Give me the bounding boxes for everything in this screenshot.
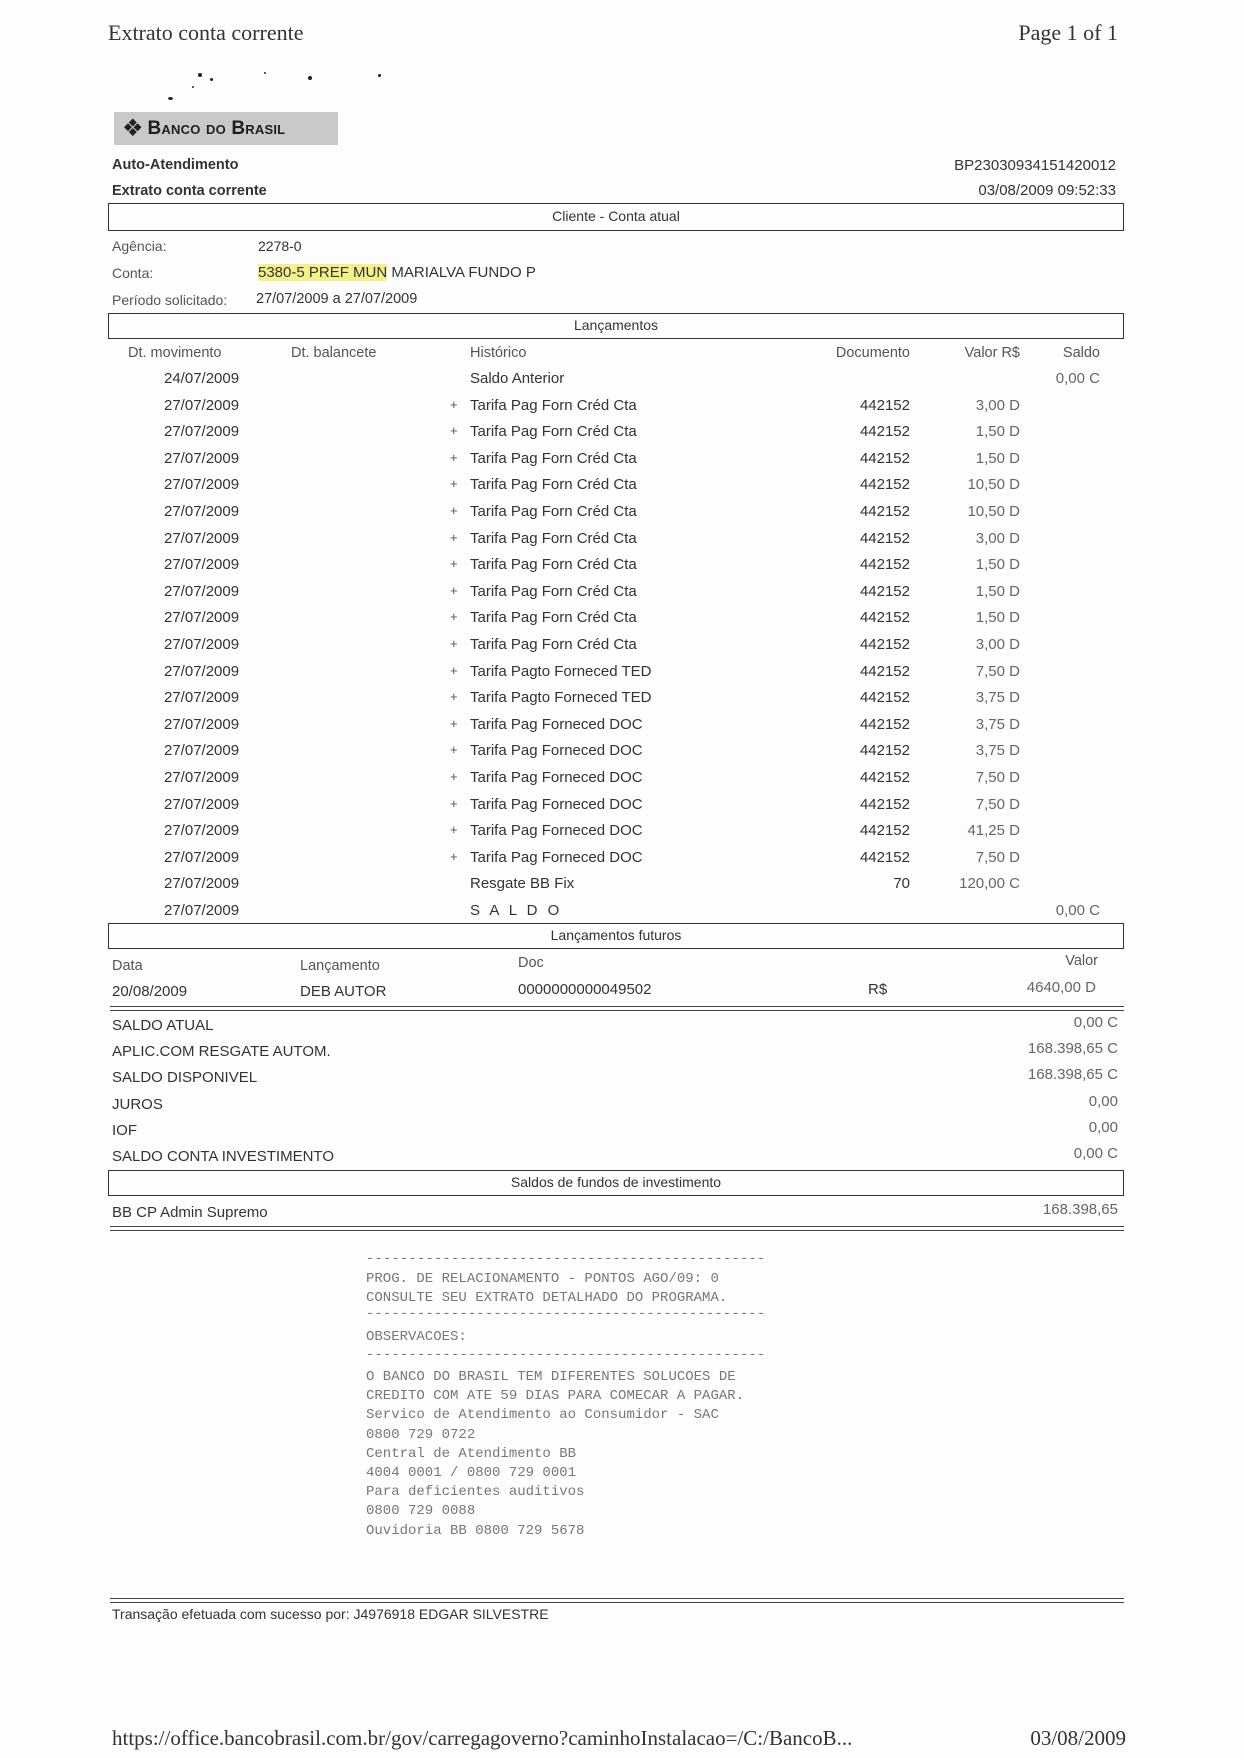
row-documento: 442152 <box>859 636 910 653</box>
row-dt-movimento: 27/07/2009 <box>164 397 240 414</box>
messages-dash-1: ----------------------------------------------- <box>366 1252 766 1267</box>
row-valor: 41,25 D <box>967 822 1020 839</box>
row-valor: 3,75 D <box>975 689 1020 706</box>
row-documento: 442152 <box>859 742 910 759</box>
row-documento: 442152 <box>859 503 910 520</box>
row-dt-movimento: 27/07/2009 <box>164 796 240 813</box>
row-valor: 3,75 D <box>975 742 1020 759</box>
page-number: Page 1 of 1 <box>1018 20 1118 45</box>
row-saldo: 0,00 C <box>1055 902 1100 919</box>
row-documento: 442152 <box>859 849 910 866</box>
col-dt-balancete: Dt. balancete <box>291 345 377 361</box>
periodo-value: 27/07/2009 a 27/07/2009 <box>256 291 418 307</box>
fundo-value: 168.398,65 <box>1042 1201 1118 1218</box>
row-documento: 442152 <box>859 530 910 547</box>
row-historico: Tarifa Pag Forn Créd Cta <box>470 450 637 467</box>
row-sign: + <box>450 583 458 598</box>
row-historico: Tarifa Pag Forn Créd Cta <box>470 423 637 440</box>
client-section-header <box>108 203 1124 231</box>
saldo-value: 168.398,65 C <box>1027 1040 1118 1057</box>
row-sign: + <box>450 530 458 545</box>
observacao-line: CREDITO COM ATE 59 DIAS PARA COMECAR A PAGAR. <box>366 1388 745 1404</box>
row-valor: 1,50 D <box>975 583 1020 600</box>
statement-datetime: 03/08/2009 09:52:33 <box>978 182 1116 199</box>
observacao-line: O BANCO DO BRASIL TEM DIFERENTES SOLUCOES DE <box>366 1369 736 1385</box>
agencia-label: Agência: <box>112 238 167 254</box>
col-historico: Histórico <box>470 345 527 361</box>
lancamentos-section-header <box>108 313 1124 339</box>
prog-relacionamento-line: PROG. DE RELACIONAMENTO - PONTOS AGO/09: 0 <box>366 1271 719 1287</box>
futuros-col-doc: Doc <box>518 955 544 971</box>
document-title: Extrato conta corrente <box>108 20 304 45</box>
conta-value <box>258 264 536 281</box>
row-historico: Tarifa Pag Forn Créd Cta <box>470 583 637 600</box>
periodo-label: Período solicitado: <box>112 292 228 308</box>
row-historico: Tarifa Pag Forn Créd Cta <box>470 530 637 547</box>
row-dt-movimento: 27/07/2009 <box>164 849 240 866</box>
row-sign: + <box>450 503 458 518</box>
row-sign: + <box>450 769 458 784</box>
row-sign: + <box>450 796 458 811</box>
row-historico: S A L D O <box>470 902 563 919</box>
observacao-line: Para deficientes auditivos <box>366 1484 585 1500</box>
row-historico: Tarifa Pag Forneced DOC <box>470 769 643 786</box>
row-documento: 442152 <box>859 689 910 706</box>
row-sign: + <box>450 397 458 412</box>
observacao-line: 0800 729 0722 <box>366 1427 476 1443</box>
row-documento: 442152 <box>859 796 910 813</box>
saldo-label: APLIC.COM RESGATE AUTOM. <box>112 1043 331 1060</box>
print-date: 03/08/2009 <box>1030 1726 1126 1750</box>
row-historico: Tarifa Pag Forneced DOC <box>470 849 643 866</box>
row-documento: 442152 <box>859 583 910 600</box>
row-historico: Tarifa Pag Forn Créd Cta <box>470 556 637 573</box>
row-valor: 7,50 D <box>975 769 1020 786</box>
observacoes-label: OBSERVACOES: <box>366 1329 467 1345</box>
transaction-code: BP23030934151420012 <box>954 157 1116 174</box>
lancamentos-section-title: Lançamentos <box>573 317 659 333</box>
conta-label: Conta: <box>112 265 154 281</box>
client-section-title: Cliente - Conta atual <box>552 208 680 224</box>
futuros-currency: R$ <box>868 981 888 998</box>
futuros-col-data: Data <box>112 958 143 974</box>
row-dt-movimento: 27/07/2009 <box>164 689 240 706</box>
row-valor: 7,50 D <box>975 663 1020 680</box>
row-sign: + <box>450 689 458 704</box>
observacao-line: Ouvidoria BB 0800 729 5678 <box>366 1523 585 1539</box>
row-dt-movimento: 27/07/2009 <box>164 583 240 600</box>
row-historico: Tarifa Pag Forn Créd Cta <box>470 636 637 653</box>
row-historico: Tarifa Pag Forneced DOC <box>470 716 643 733</box>
row-sign: + <box>450 822 458 837</box>
messages-dash-2: ----------------------------------------------- <box>366 1307 766 1322</box>
row-valor: 1,50 D <box>975 556 1020 573</box>
prog-consulte-line: CONSULTE SEU EXTRATO DETALHADO DO PROGRAMA. <box>366 1290 728 1306</box>
futuros-section-title: Lançamentos futuros <box>550 927 682 943</box>
bank-logo-text: Banco do Brasil <box>147 117 286 139</box>
row-valor: 1,50 D <box>975 423 1020 440</box>
row-valor: 3,75 D <box>975 716 1020 733</box>
row-saldo: 0,00 C <box>1055 370 1100 387</box>
row-documento: 442152 <box>859 397 910 414</box>
row-sign: + <box>450 849 458 864</box>
row-dt-movimento: 27/07/2009 <box>164 902 240 919</box>
row-dt-movimento: 27/07/2009 <box>164 742 240 759</box>
agencia-value: 2278-0 <box>258 238 302 254</box>
row-historico: Resgate BB Fix <box>470 875 575 892</box>
saldo-label: JUROS <box>112 1096 163 1113</box>
row-historico: Tarifa Pag Forn Créd Cta <box>470 476 637 493</box>
row-valor: 7,50 D <box>975 849 1020 866</box>
fundos-section-title: Saldos de fundos de investimento <box>510 1174 722 1190</box>
saldo-label: SALDO CONTA INVESTIMENTO <box>112 1148 334 1165</box>
observacao-line: Central de Atendimento BB <box>366 1446 577 1462</box>
row-dt-movimento: 27/07/2009 <box>164 716 240 733</box>
row-historico: Tarifa Pagto Forneced TED <box>470 663 652 680</box>
row-historico: Tarifa Pag Forneced DOC <box>470 822 643 839</box>
row-dt-movimento: 27/07/2009 <box>164 663 240 680</box>
row-sign: + <box>450 450 458 465</box>
row-dt-movimento: 27/07/2009 <box>164 503 240 520</box>
row-documento: 442152 <box>859 609 910 626</box>
fundos-section-header <box>108 1170 1124 1196</box>
row-sign: + <box>450 742 458 757</box>
row-dt-movimento: 27/07/2009 <box>164 530 240 547</box>
row-valor: 3,00 D <box>975 530 1020 547</box>
saldo-value: 0,00 C <box>1073 1145 1118 1162</box>
bank-logo <box>114 112 338 145</box>
saldo-value: 168.398,65 C <box>1027 1066 1118 1083</box>
futuros-col-valor: Valor <box>1065 953 1098 969</box>
futuros-section-header <box>108 923 1124 949</box>
row-dt-movimento: 27/07/2009 <box>164 609 240 626</box>
row-dt-movimento: 27/07/2009 <box>164 423 240 440</box>
row-sign: + <box>450 663 458 678</box>
auto-atendimento-label: Auto-Atendimento <box>112 157 239 173</box>
col-valor: Valor R$ <box>964 345 1020 361</box>
row-historico: Tarifa Pag Forn Créd Cta <box>470 397 637 414</box>
row-valor: 3,00 D <box>975 397 1020 414</box>
futuros-lancamento: DEB AUTOR <box>300 983 387 1000</box>
row-historico: Tarifa Pag Forneced DOC <box>470 796 643 813</box>
row-sign: + <box>450 609 458 624</box>
bb-logo-icon: ❖ <box>122 115 144 142</box>
row-sign: + <box>450 636 458 651</box>
row-sign: + <box>450 716 458 731</box>
row-valor: 10,50 D <box>967 503 1020 520</box>
row-sign: + <box>450 423 458 438</box>
row-sign: + <box>450 556 458 571</box>
row-documento: 70 <box>893 875 910 892</box>
col-saldo: Saldo <box>1062 345 1100 361</box>
row-documento: 442152 <box>859 556 910 573</box>
futuros-divider <box>110 1006 1124 1011</box>
row-documento: 442152 <box>859 716 910 733</box>
saldo-label: SALDO DISPONIVEL <box>112 1069 258 1086</box>
row-sign: + <box>450 476 458 491</box>
row-historico: Tarifa Pag Forn Créd Cta <box>470 609 637 626</box>
row-valor: 120,00 C <box>959 875 1020 892</box>
row-historico: Tarifa Pag Forn Créd Cta <box>470 503 637 520</box>
footer-divider <box>110 1598 1124 1603</box>
col-dt-movimento: Dt. movimento <box>128 345 222 361</box>
row-documento: 442152 <box>859 423 910 440</box>
observacao-line: 4004 0001 / 0800 729 0001 <box>366 1465 577 1481</box>
col-documento: Documento <box>835 345 910 361</box>
conta-name: MARIALVA FUNDO P <box>387 264 536 281</box>
row-dt-movimento: 27/07/2009 <box>164 769 240 786</box>
row-dt-movimento: 27/07/2009 <box>164 556 240 573</box>
saldo-label: IOF <box>112 1122 137 1139</box>
row-dt-movimento: 27/07/2009 <box>164 476 240 493</box>
row-documento: 442152 <box>859 822 910 839</box>
row-dt-movimento: 27/07/2009 <box>164 636 240 653</box>
page-url: https://office.bancobrasil.com.br/gov/carregagoverno?caminhoInstalacao=/C:/BancoB... <box>112 1726 853 1750</box>
row-valor: 1,50 D <box>975 609 1020 626</box>
transaction-footer: Transação efetuada com sucesso por: J4976918 EDGAR SILVESTRE <box>112 1606 549 1622</box>
row-valor: 10,50 D <box>967 476 1020 493</box>
conta-highlight: 5380-5 PREF MUN <box>258 264 388 281</box>
futuros-col-lancamento: Lançamento <box>300 958 380 974</box>
row-dt-movimento: 24/07/2009 <box>164 370 240 387</box>
row-dt-movimento: 27/07/2009 <box>164 875 240 892</box>
saldo-label: SALDO ATUAL <box>112 1017 214 1034</box>
futuros-doc: 0000000000049502 <box>518 981 652 998</box>
statement-type-label: Extrato conta corrente <box>112 183 267 199</box>
row-dt-movimento: 27/07/2009 <box>164 822 240 839</box>
row-documento: 442152 <box>859 769 910 786</box>
row-historico: Tarifa Pagto Forneced TED <box>470 689 652 706</box>
observacao-line: Servico de Atendimento ao Consumidor - SAC <box>366 1407 719 1423</box>
row-valor: 7,50 D <box>975 796 1020 813</box>
messages-dash-3: ----------------------------------------------- <box>366 1348 766 1363</box>
row-historico: Saldo Anterior <box>470 370 565 387</box>
saldo-value: 0,00 <box>1088 1093 1118 1110</box>
row-valor: 1,50 D <box>975 450 1020 467</box>
row-documento: 442152 <box>859 476 910 493</box>
futuros-valor: 4640,00 D <box>1026 979 1096 996</box>
row-dt-movimento: 27/07/2009 <box>164 450 240 467</box>
row-historico: Tarifa Pag Forneced DOC <box>470 742 643 759</box>
row-documento: 442152 <box>859 663 910 680</box>
fundos-divider <box>110 1226 1124 1231</box>
futuros-data: 20/08/2009 <box>112 983 188 1000</box>
row-documento: 442152 <box>859 450 910 467</box>
saldo-value: 0,00 <box>1088 1119 1118 1136</box>
saldo-value: 0,00 C <box>1073 1014 1118 1031</box>
row-valor: 3,00 D <box>975 636 1020 653</box>
observacao-line: 0800 729 0088 <box>366 1503 476 1519</box>
fundo-name: BB CP Admin Supremo <box>112 1204 268 1221</box>
